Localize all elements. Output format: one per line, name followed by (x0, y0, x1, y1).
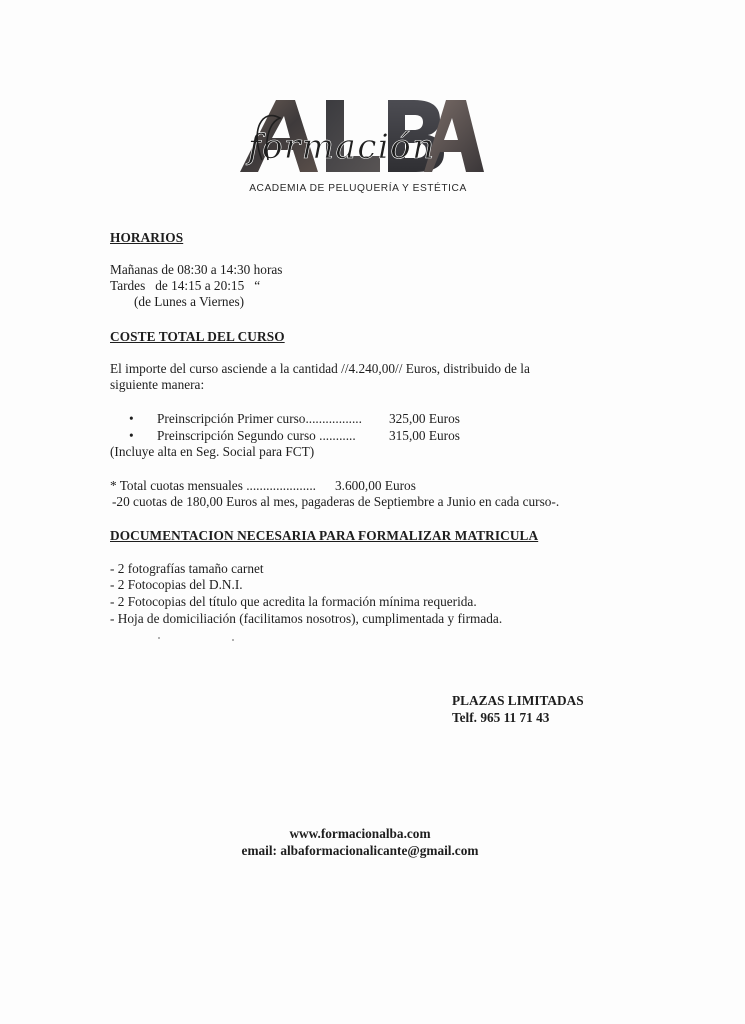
documentacion-item-2: - 2 Fotocopias del D.N.I. (110, 577, 243, 592)
coste-item-2-amount: 315,00 Euros (389, 428, 460, 443)
coste-item-1-amount: 325,00 Euros (389, 411, 460, 426)
coste-item-1-label: Preinscripción Primer curso................. (157, 411, 362, 426)
logo-graphic (0, 0, 745, 200)
logo-tagline: ACADEMIA DE PELUQUERÍA Y ESTÉTICA (249, 183, 467, 194)
bullet-icon: • (129, 428, 134, 443)
horarios-line-1: Mañanas de 08:30 a 14:30 horas (110, 262, 283, 277)
logo-script-text: formación (248, 127, 436, 167)
scan-speck (232, 639, 234, 641)
coste-item-2-label: Preinscripción Segundo curso ........... (157, 428, 356, 443)
logo (0, 0, 745, 200)
horarios-line-3: (de Lunes a Viernes) (134, 294, 245, 309)
coste-total-amount: 3.600,00 Euros (335, 478, 416, 493)
coste-intro-2: siguiente manera: (110, 377, 205, 392)
plazas-limitadas: PLAZAS LIMITADAS (452, 693, 584, 708)
horarios-line-2: Tardes de 14:15 a 20:15 “ (110, 278, 261, 293)
coste-item-1 (129, 411, 362, 428)
scan-speck (158, 637, 160, 639)
coste-note: (Incluye alta en Seg. Social para FCT) (110, 444, 315, 459)
documentacion-item-1: - 2 fotografías tamaño carnet (110, 561, 264, 576)
coste-total-label: * Total cuotas mensuales ..................... (110, 478, 317, 493)
bullet-icon: • (129, 411, 134, 426)
coste-heading: COSTE TOTAL DEL CURSO (110, 329, 285, 344)
coste-item-2 (129, 428, 356, 445)
contact-email: email: albaformacionalicante@gmail.com (241, 843, 479, 858)
documentacion-item-4: - Hoja de domiciliación (facilitamos nosotros), cumplimentada y firmada. (110, 611, 503, 626)
plazas-telefono: Telf. 965 11 71 43 (452, 710, 550, 725)
documentacion-item-3: - 2 Fotocopias del título que acredita la formación mínima requerida. (110, 594, 477, 609)
documentacion-heading: DOCUMENTACION NECESARIA PARA FORMALIZAR MATRICULA (110, 528, 539, 543)
coste-cuotas: -20 cuotas de 180,00 Euros al mes, pagaderas de Septiembre a Junio en cada curso-. (112, 494, 560, 509)
coste-intro-1: El importe del curso asciende a la cantidad //4.240,00// Euros, distribuido de la (110, 361, 530, 376)
contact-web: www.formacionalba.com (289, 826, 431, 841)
horarios-heading: HORARIOS (110, 230, 184, 245)
